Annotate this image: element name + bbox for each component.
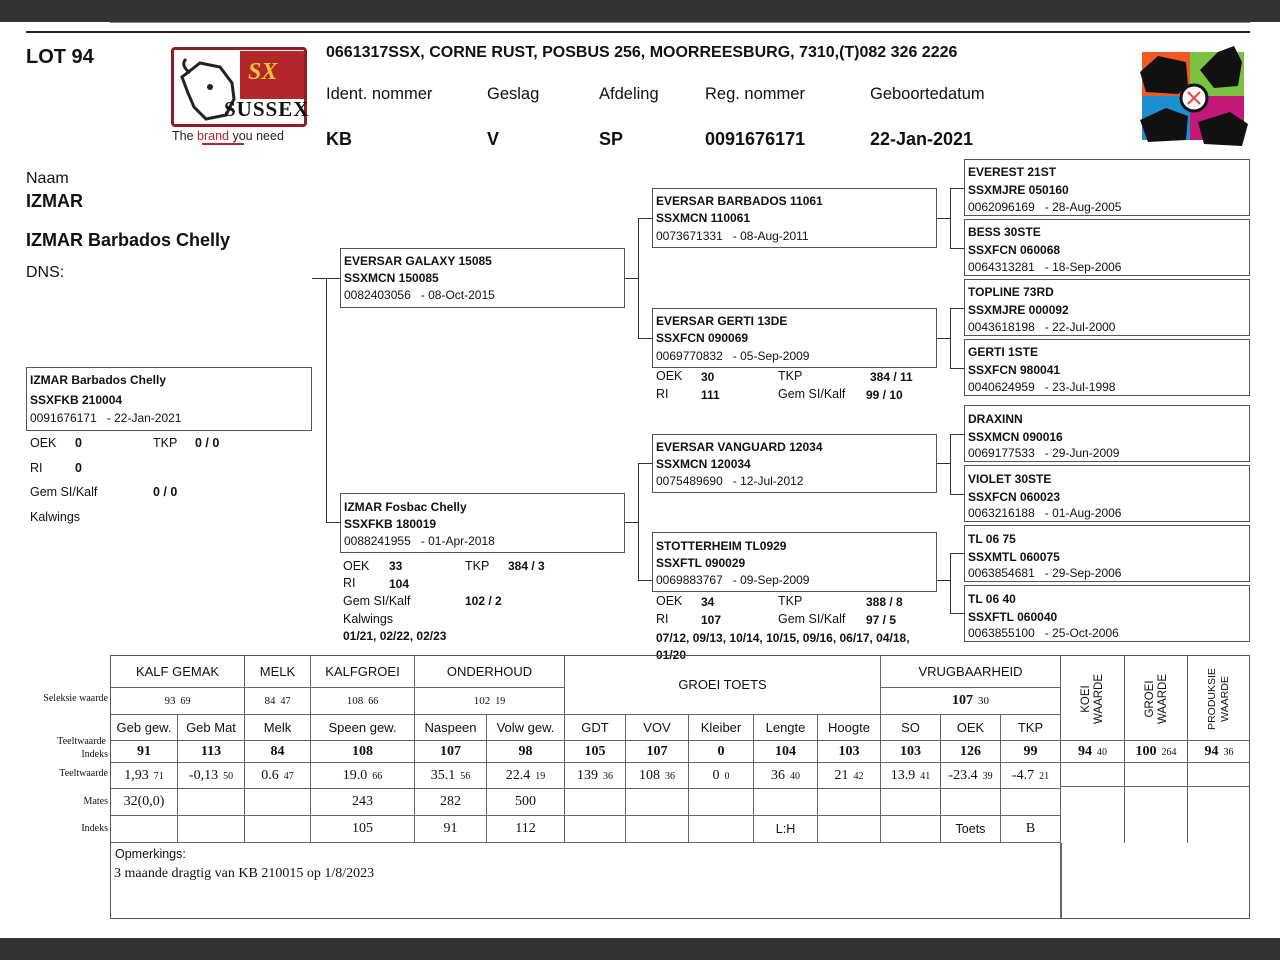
group-groei-toets: GROEI TOETS <box>565 656 881 715</box>
indeks-cell: 105 <box>565 741 626 763</box>
teeltwaarde-cell: 1,93 71 <box>111 763 178 789</box>
sire-code: SSXMCN 150085 <box>344 271 439 285</box>
opmerkings-box <box>111 843 1061 919</box>
gen3-box-3: TOPLINE 73RD SSXMJRE 000092 0043618198 - 22-Jul-2000 <box>964 279 1250 336</box>
indeks-cell: 107 <box>415 741 487 763</box>
col-geb-gew: Geb gew. <box>111 715 178 741</box>
subject-ri: 0 <box>75 461 82 475</box>
seleksie-vrug: 107 30 <box>881 688 1061 715</box>
indeks-lengte: L:H <box>754 816 818 843</box>
row-label-indeks: Indeks <box>81 823 108 834</box>
value-geslag: V <box>487 129 500 149</box>
gen3-box-1: EVEREST 21ST SSXMJRE 050160 0062096169 - 28-Aug-2005 <box>964 159 1250 216</box>
col-vov: VOV <box>626 715 689 741</box>
indeks-speen: 105 <box>311 816 415 843</box>
subject-oek-label: OEK <box>30 436 57 450</box>
dam-gem-label: Gem SI/Kalf <box>343 594 411 608</box>
teeltwaarde-cell: 36 40 <box>754 763 818 789</box>
dns-label: DNS: <box>26 264 65 281</box>
dam-ri-label: RI <box>343 576 356 590</box>
gen3-box-6: VIOLET 30STE SSXFCN 060023 0063216188 - 01-Aug-2006 <box>964 465 1250 522</box>
dam-ri: 104 <box>389 577 410 591</box>
row-label-tw-indeks-1: Teeltwaarde <box>57 736 106 747</box>
indeks-cell: 104 <box>754 741 818 763</box>
teeltwaarde-cell: 0.6 47 <box>245 763 311 789</box>
indeks-cell: 99 <box>1001 741 1061 763</box>
indeks-volw: 112 <box>487 816 565 843</box>
produksie-waarde-value: 94 36 <box>1188 741 1250 763</box>
row-label-mates: Mates <box>83 796 108 807</box>
teeltwaarde-cell: 22.4 19 <box>487 763 565 789</box>
dam-reg-line: 0088241955 - 01-Apr-2018 <box>344 534 495 548</box>
indeks-naspeen: 91 <box>415 816 487 843</box>
logo-badge: SX <box>240 51 304 99</box>
col-gdt: GDT <box>565 715 626 741</box>
subject-gem: 0 / 0 <box>153 485 178 499</box>
indeks-cell: 91 <box>111 741 178 763</box>
indeks-cell: 0 <box>689 741 754 763</box>
teeltwaarde-cell: -0,13 50 <box>178 763 245 789</box>
col-kleiber: Kleiber <box>689 715 754 741</box>
sire-reg-line: 0082403056 - 08-Oct-2015 <box>344 288 495 302</box>
gen3-box-7: TL 06 75 SSXMTL 060075 0063854681 - 29-Sep-2006 <box>964 525 1250 582</box>
dam-kalwings-label: Kalwings <box>343 612 394 626</box>
group-vrugbaarheid: VRUGBAARHEID <box>881 656 1061 688</box>
teeltwaarde-cell: 108 36 <box>626 763 689 789</box>
mates-volw: 500 <box>487 789 565 816</box>
row-label-seleksie: Seleksie waarde <box>43 693 108 704</box>
seleksie-onderhoud: 102 19 <box>415 688 565 715</box>
label-geboorte: Geboortedatum <box>870 85 985 103</box>
koei-waarde-value: 94 40 <box>1061 741 1125 763</box>
subject-oek: 0 <box>75 436 82 450</box>
gen2-box-2: EVERSAR GERTI 13DE SSXFCN 090069 0069770832 - 05-Sep-2009 <box>652 308 937 368</box>
livestock-silhouettes-icon <box>1138 42 1250 154</box>
value-geboorte: 22-Jan-2021 <box>870 129 974 149</box>
indeks-cell: 103 <box>818 741 881 763</box>
produksie-waarde-header: PRODUKSIE WAARDE <box>1188 656 1250 741</box>
koei-waarde-header: KOEI WAARDE <box>1061 656 1125 741</box>
subject-ri-label: RI <box>30 461 43 475</box>
label-geslag: Geslag <box>487 85 540 103</box>
label-ident: Ident. nommer <box>326 85 433 103</box>
dam-tkp: 384 / 3 <box>508 559 545 573</box>
dam-name: IZMAR Fosbac Chelly <box>344 500 467 514</box>
value-ident: KB <box>326 129 352 149</box>
col-melk: Melk <box>245 715 311 741</box>
indeks-cell: 108 <box>311 741 415 763</box>
value-reg: 0091676171 <box>705 129 806 149</box>
sire-box <box>340 248 625 308</box>
subject-kalwings-label: Kalwings <box>30 510 81 524</box>
gen3-box-2: BESS 30STE SSXFCN 060068 0064313281 - 18-Sep-2006 <box>964 219 1250 276</box>
mates-geb: 32(0,0) <box>111 789 178 816</box>
dam-oek: 33 <box>389 559 403 573</box>
dam-box <box>340 493 625 553</box>
seleksie-kalfgroei: 108 66 <box>311 688 415 715</box>
subject-tkp: 0 / 0 <box>195 436 220 450</box>
subject-reg-line: 0091676171 - 22-Jan-2021 <box>30 411 182 425</box>
dam-tkp-label: TKP <box>465 559 490 573</box>
gen3-box-8: TL 06 40 SSXFTL 060040 0063855100 - 25-Oct-2006 <box>964 585 1250 642</box>
mates-speen: 243 <box>311 789 415 816</box>
indeks-cell: 113 <box>178 741 245 763</box>
lot-number: LOT 94 <box>26 46 94 68</box>
indeks-tkp: B <box>1001 816 1061 843</box>
subject-box <box>26 367 312 431</box>
col-speen-gew: Speen gew. <box>311 715 415 741</box>
opmerkings-label: Opmerkings: <box>115 847 186 861</box>
teeltwaarde-cell: -4.7 21 <box>1001 763 1061 789</box>
label-afdeling: Afdeling <box>599 85 659 103</box>
logo-tagline: The brand you need <box>172 129 284 143</box>
gen2-box-1: EVERSAR BARBADOS 11061 SSXMCN 110061 0073671331 - 08-Aug-2011 <box>652 188 937 248</box>
col-tkp: TKP <box>1001 715 1061 741</box>
bottom-bar <box>0 938 1280 960</box>
groei-waarde-header: GROEI WAARDE <box>1125 656 1188 741</box>
header-rule <box>26 31 1250 33</box>
naam-full: IZMAR Barbados Chelly <box>26 230 231 250</box>
subject-gem-label: Gem SI/Kalf <box>30 485 98 499</box>
gen2-box-4: STOTTERHEIM TL0929 SSXFTL 090029 0069883767 - 09-Sep-2009 <box>652 532 937 592</box>
indeks-cell: 107 <box>626 741 689 763</box>
indeks-oek: Toets <box>941 816 1001 843</box>
top-rule <box>110 22 1250 23</box>
teeltwaarde-cell: -23.4 39 <box>941 763 1001 789</box>
group-kalfgroei: KALFGROEI <box>311 656 415 688</box>
row-label-tw-indeks-2: Indeks <box>81 749 108 760</box>
group-onderhoud: ONDERHOUD <box>415 656 565 688</box>
col-naspeen: Naspeen <box>415 715 487 741</box>
mates-naspeen: 282 <box>415 789 487 816</box>
owner-line: 0661317SSX, CORNE RUST, POSBUS 256, MOORREESBURG, 7310,(T)082 326 2226 <box>326 44 958 61</box>
opmerkings-text: 3 maande dragtig van KB 210015 op 1/8/2023 <box>114 866 375 881</box>
dam-code: SSXFKB 180019 <box>344 517 437 531</box>
sussex-logo: SX SUSSEX The brand you need <box>170 45 316 147</box>
col-so: SO <box>881 715 941 741</box>
row-label-teeltwaarde: Teeltwaarde <box>59 768 108 779</box>
top-bar <box>0 0 1280 22</box>
indeks-cell: 126 <box>941 741 1001 763</box>
seleksie-melk: 84 47 <box>245 688 311 715</box>
indeks-cell: 98 <box>487 741 565 763</box>
naam-label: Naam <box>26 170 69 187</box>
label-reg: Reg. nommer <box>705 85 805 103</box>
col-hoogte: Hoogte <box>818 715 881 741</box>
col-oek: OEK <box>941 715 1001 741</box>
sire-name: EVERSAR GALAXY 15085 <box>344 254 492 268</box>
group-melk: MELK <box>245 656 311 688</box>
col-lengte: Lengte <box>754 715 818 741</box>
col-geb-mat: Geb Mat <box>178 715 245 741</box>
dam-gem: 102 / 2 <box>465 594 502 608</box>
association-logo <box>1138 42 1250 154</box>
naam-short: IZMAR <box>26 191 83 211</box>
teeltwaarde-cell: 35.1 56 <box>415 763 487 789</box>
seleksie-kalf: 93 69 <box>111 688 245 715</box>
teeltwaarde-cell: 21 42 <box>818 763 881 789</box>
dam-kalwings: 01/21, 02/22, 02/23 <box>343 629 447 643</box>
groei-waarde-value: 100 264 <box>1125 741 1188 763</box>
indeks-cell: 103 <box>881 741 941 763</box>
teeltwaarde-cell: 19.0 66 <box>311 763 415 789</box>
col-volw-gew: Volw gew. <box>487 715 565 741</box>
teeltwaarde-cell: 13.9 41 <box>881 763 941 789</box>
teeltwaarde-cell: 139 36 <box>565 763 626 789</box>
indeks-cell: 84 <box>245 741 311 763</box>
subject-tkp-label: TKP <box>153 436 178 450</box>
gen2-4-kalwings: 07/12, 09/13, 10/14, 10/15, 09/16, 06/17, 04/18, 01/20 <box>656 631 910 662</box>
gen2-box-3: EVERSAR VANGUARD 12034 SSXMCN 120034 0075489690 - 12-Jul-2012 <box>652 434 937 493</box>
subject-name: IZMAR Barbados Chelly <box>30 373 167 387</box>
subject-code: SSXFKB 210004 <box>30 393 123 407</box>
dam-oek-label: OEK <box>343 559 370 573</box>
evaluation-table <box>110 655 1250 919</box>
teeltwaarde-cell: 0 0 <box>689 763 754 789</box>
gen3-box-4: GERTI 1STE SSXFCN 980041 0040624959 - 23-Jul-1998 <box>964 339 1250 396</box>
value-afdeling: SP <box>599 129 624 149</box>
gen3-box-5: DRAXINN SSXMCN 090016 0069177533 - 29-Jun-2009 <box>964 405 1250 462</box>
group-kalf-gemak: KALF GEMAK <box>111 656 245 688</box>
